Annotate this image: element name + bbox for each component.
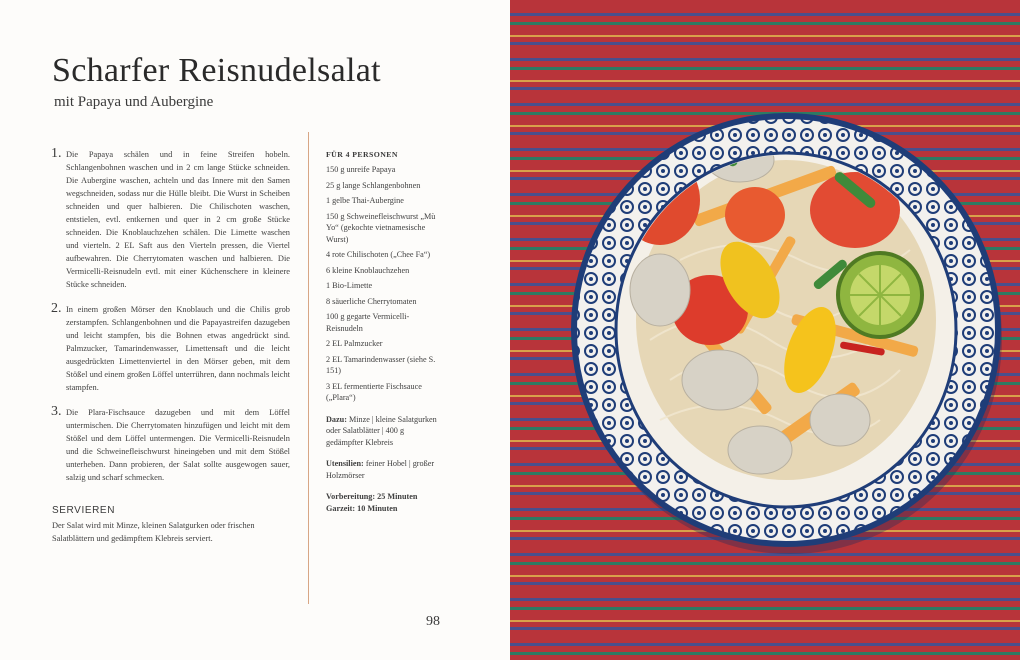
column-divider <box>308 132 309 604</box>
ingredients-list <box>326 150 442 514</box>
cloth-stripe <box>510 54 1020 58</box>
ingredient-item: 3 EL fermentierte Fischsauce („Plara“) <box>326 381 422 402</box>
cloth-stripe <box>510 577 1020 582</box>
cloth-stripe <box>510 90 1020 99</box>
cloth-stripe <box>510 630 1020 639</box>
page-number: 98 <box>426 614 440 629</box>
cloth-stripe <box>510 103 1020 106</box>
cloth-stripe <box>510 562 1020 565</box>
step-text: In einem großen Mörser den Knoblauch und die Chilis grob zerstampfen. Schlangenbohnen und die Papayastreifen dazugeben und leicht stampfen, bis die Bohnen etwas angedrückt sind. Palmzucker, Tamarindenwasser, Limettensaft und die leicht ausgedrückten Limettenviertel in den Mörser geben, mit dem Stößel und einem großen Löffel unterrühren, dann nochmals leicht stampfen. <box>66 305 290 392</box>
servings-heading: FÜR 4 PERSONEN <box>326 150 398 159</box>
instruction-steps <box>52 148 290 496</box>
timing-note <box>326 491 442 514</box>
cloth-stripe <box>510 106 1020 112</box>
ingredient-item: 2 EL Palmzucker <box>326 339 383 348</box>
step-text: Die Plara-Fischsauce dazugeben und mit dem Löffel untermischen. Die Cherrytomaten hinzufügen und leicht mit dem Stößel und dem Löffel untermengen. Die Vermicelli-Reisnudeln und die Schweinefleischwurst hineingeben und mit dem Stößel unterheben. Dann probieren, der Salat sollte ausgewogen sauer, salzig und scharf schmecken. <box>66 408 290 482</box>
cloth-stripe <box>510 598 1020 601</box>
cloth-stripe <box>510 61 1020 67</box>
cloth-stripe <box>510 620 1020 622</box>
serving-suggestion-label: Dazu: <box>326 414 347 424</box>
cloth-stripe <box>510 556 1020 562</box>
cloth-stripe <box>510 622 1020 627</box>
cloth-stripe <box>510 607 1020 610</box>
cloth-stripe <box>510 99 1020 103</box>
cloth-stripe <box>510 82 1020 87</box>
serve-text: Der Salat wird mit Minze, kleinen Salatgurken oder frischen Salatblättern und gedämpftem Klebreis serviert. <box>52 521 255 543</box>
cloth-stripe <box>510 643 1020 646</box>
instruction-step <box>52 303 290 394</box>
ingredient-item: 2 EL Tamarindenwasser (siehe S. 151) <box>326 354 436 375</box>
salad-bowl-illustration <box>510 0 1020 660</box>
ingredient-item: 4 rote Chilischoten („Chee Fa“) <box>326 250 431 259</box>
cloth-stripe <box>510 13 1020 16</box>
cloth-stripe <box>510 42 1020 45</box>
cloth-stripe <box>510 45 1020 54</box>
serving-suggestion <box>326 414 442 449</box>
ingredient-item: 6 kleine Knoblauchzehen <box>326 265 410 275</box>
serving-suggestion-text: Minze | kleine Salatgurken oder Salatblätter | 400 g gedämpfter Klebreis <box>326 414 437 447</box>
tools-text: feiner Hobel | großer Holzmörser <box>326 459 435 480</box>
instruction-step <box>52 148 290 291</box>
cloth-stripe <box>510 35 1020 37</box>
cloth-stripe <box>510 0 1020 9</box>
cloth-stripe <box>510 58 1020 61</box>
cloth-stripe <box>510 652 1020 655</box>
cloth-stripe <box>510 575 1020 577</box>
cloth-stripe <box>510 37 1020 42</box>
tools-label: Utensilien: <box>326 459 364 468</box>
cloth-stripe <box>510 9 1020 13</box>
cloth-stripe <box>510 594 1020 598</box>
cook-time: Garzeit: 10 Minuten <box>326 503 398 513</box>
step-number: 3. <box>51 404 62 419</box>
ingredient-item: 1 Bio-Limette <box>326 281 373 290</box>
ingredient-item: 150 g Schweinefleischwurst „Mù Yo“ (gekochte vietnamesische Wurst) <box>326 211 436 244</box>
ingredient-item: 8 säuerliche Cherrytomaten <box>326 296 417 306</box>
ingredient-item: 25 g lange Schlangenbohnen <box>326 180 421 190</box>
cloth-stripe <box>510 553 1020 556</box>
prep-time: Vorbereitung: 25 Minuten <box>326 492 418 501</box>
step-text: Die Papaya schälen und in feine Streifen hobeln. Schlangenbohnen waschen und in 2 cm lange Stücke schneiden. Die Aubergine waschen, achteln und das Innere mit den Samen wegschneiden, sodass nur die Hülle bleibt. Die Wurst in Scheiben schneiden und quer halbieren. Die Chilischoten waschen, entstielen, evtl. entkernen und quer in 2 cm große Stücke schneiden. Die Knoblauchzehen schälen. Die Limette waschen und vierteln. 2 EL Saft aus den Vierteln pressen, die Viertel aufbewahren. Die Cherrytomaten waschen und halbieren. Die Vermicelli-Reisnudeln evtl. mit einer Küchenschere in kleinere Stücke schneiden. <box>66 150 290 289</box>
cloth-stripe <box>510 639 1020 643</box>
cloth-stripe <box>510 22 1020 25</box>
ingredient-item: 1 gelbe Thai-Aubergine <box>326 196 404 205</box>
cloth-stripe <box>510 655 1020 660</box>
cloth-stripe <box>510 16 1020 22</box>
cloth-stripe <box>510 601 1020 607</box>
cloth-stripe <box>510 70 1020 80</box>
serve-heading: SERVIEREN <box>52 505 116 516</box>
cloth-stripe <box>510 610 1020 620</box>
lime-icon <box>838 253 922 337</box>
step-number: 2. <box>51 301 62 316</box>
ingredient-item: 100 g gegarte Vermicelli-Reisnudeln <box>326 312 410 333</box>
cloth-stripe <box>510 627 1020 630</box>
cloth-stripe <box>510 565 1020 575</box>
cloth-stripe <box>510 25 1020 35</box>
ingredient-item: 150 g unreife Papaya <box>326 165 396 174</box>
cloth-stripe <box>510 80 1020 82</box>
instruction-step <box>52 406 290 484</box>
cloth-stripe <box>510 582 1020 585</box>
cloth-stripe <box>510 67 1020 70</box>
recipe-title: Scharfer Reisnudelsalat <box>52 52 381 89</box>
recipe-subtitle: mit Papaya und Aubergine <box>54 94 214 110</box>
tools-note <box>326 458 442 481</box>
dish-photo <box>510 0 1020 660</box>
cloth-stripe <box>510 585 1020 594</box>
cloth-stripe <box>510 646 1020 652</box>
cloth-stripe <box>510 87 1020 90</box>
step-number: 1. <box>51 146 62 161</box>
